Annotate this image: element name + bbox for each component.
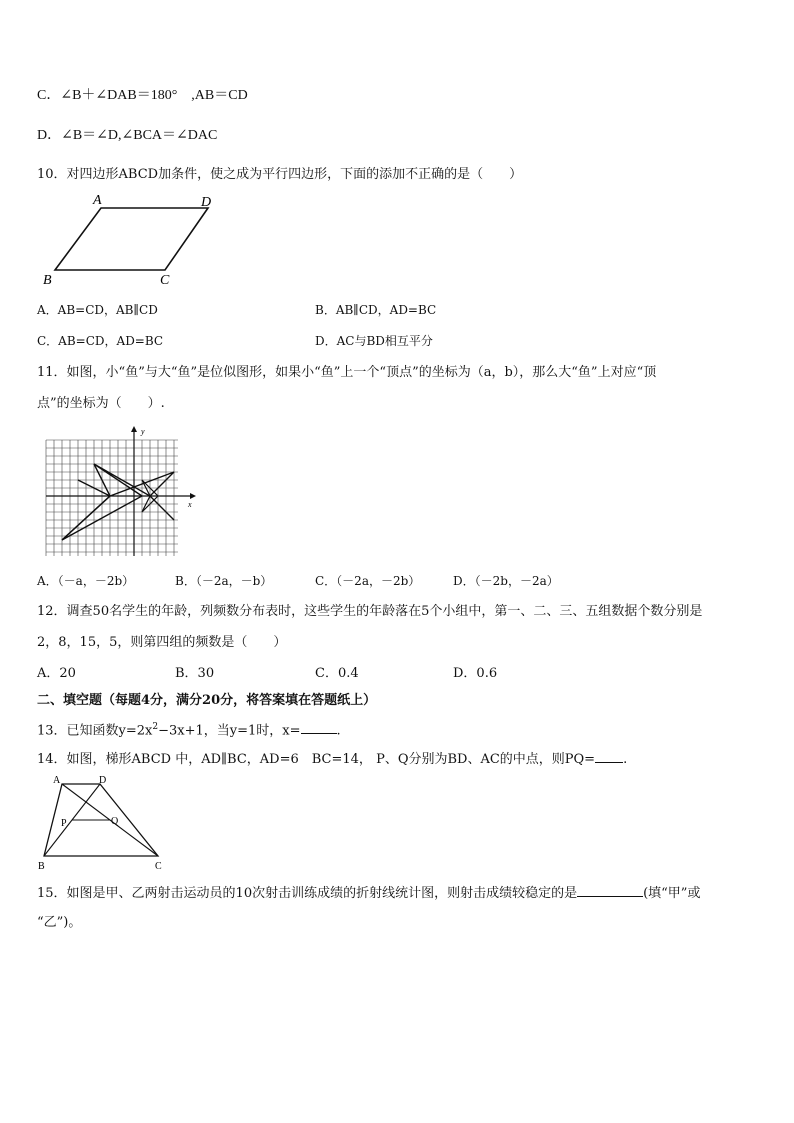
q12-stem-line2: 2，8，15，5，则第四组的频数是（ ） [37, 635, 287, 650]
label-a: A [93, 193, 102, 208]
q12-option-b: B．30 [175, 666, 215, 681]
parallelogram-shape [55, 208, 208, 270]
q13-text [37, 718, 341, 740]
label-b: B [38, 861, 45, 872]
q13-post: −3x+1，当y=1时，x= [158, 723, 301, 739]
q9-option-d: D．∠B＝∠D,∠BCA＝∠DAC [37, 128, 218, 143]
q11-option-a: A．（－a，－2b） [37, 574, 135, 588]
label-d: D [201, 195, 212, 210]
q11-option-b: B．（－2a，－b） [175, 574, 273, 588]
section-heading-fill-in: 二、填空题（每题4分，满分20分，将答案填在答题纸上） [37, 693, 377, 708]
y-axis-arrow [131, 426, 137, 432]
q10-option-c: C．AB=CD，AD=BC [37, 334, 164, 348]
y-axis-label: y [141, 427, 145, 436]
q13-pre: 13．已知函数y=2x [37, 723, 153, 739]
label-p: P [61, 818, 67, 829]
label-c: C [155, 861, 162, 872]
q14-trapezoid-figure [36, 772, 176, 876]
q14-stem: 14．如图，梯形ABCD 中，AD∥BC，AD=6 BC=14， P、Q分别为BD、AC的中点，则PQ= [37, 752, 596, 767]
q15-stem: 15．如图是甲、乙两射击运动员的10次射击训练成绩的折射线统计图，则射击成绩较稳定的是 [37, 886, 578, 901]
q14-end: . [623, 752, 628, 767]
x-axis-arrow [190, 493, 196, 499]
q12-option-a: A．20 [37, 666, 76, 681]
q10-option-b: B．AB∥CD，AD=BC [315, 303, 437, 317]
label-q: Q [111, 816, 119, 827]
q11-option-d: D．（－2b，－2a） [453, 574, 559, 588]
label-a: A [53, 775, 61, 786]
q15-text-line1 [37, 884, 700, 903]
q10-stem: 10．对四边形ABCD加条件，使之成为平行四边形，下面的添加不正确的是（ ） [37, 167, 523, 182]
q10-option-d: D．AC与BD相互平分 [315, 334, 433, 348]
q12-option-c: C．0.4 [315, 666, 359, 681]
q15-answer-blank[interactable] [577, 884, 643, 897]
q15-stem-end: (填“甲”或 [643, 886, 701, 901]
q14-answer-blank[interactable] [595, 750, 623, 763]
q13-end: . [336, 723, 341, 739]
q10-option-a: A．AB=CD，AB∥CD [37, 303, 158, 317]
q14-text [37, 750, 627, 769]
label-d: D [99, 775, 107, 786]
q9-option-c: C．∠B＋∠DAB＝180° ,AB＝CD [37, 88, 248, 103]
label-c: C [160, 273, 170, 288]
q11-stem-line2: 点”的坐标为（ ）. [37, 396, 165, 411]
q13-answer-blank[interactable] [301, 721, 337, 734]
q15-text-line2: “乙”)。 [37, 915, 82, 930]
label-b: B [43, 273, 52, 288]
q11-fish-grid-figure [40, 424, 200, 560]
q11-option-c: C．（－2a，－2b） [315, 574, 421, 588]
q12-stem-line1: 12．调查50名学生的年龄，列频数分布表时，这些学生的年龄落在5个小组中，第一、二、三、五组数据个数分别是 [37, 604, 703, 619]
q13-exponent: 2 [152, 722, 159, 732]
x-axis-label: x [188, 500, 192, 509]
q10-parallelogram-figure [40, 192, 230, 292]
q12-option-d: D．0.6 [453, 666, 498, 681]
q11-stem-line1: 11．如图，小“鱼”与大“鱼”是位似图形，如果小“鱼”上一个“顶点”的坐标为（a，b），那么大“鱼”上对应“顶 [37, 365, 657, 380]
